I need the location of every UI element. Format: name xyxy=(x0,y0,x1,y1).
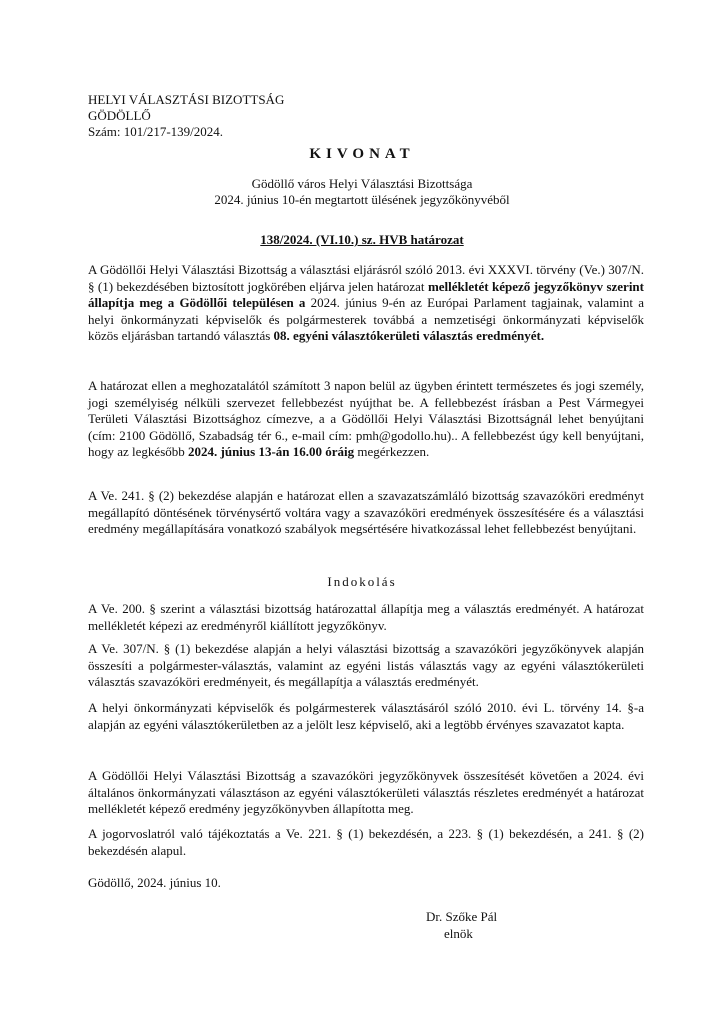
resolution-text-1: A Gödöllői Helyi Választási Bizottság a választási eljárásról szóló 2013. évi XXXVI. törvény (Ve.) 307/N. § (1) bekezdésében biztosított jogkörében eljárva jelen határozat xyxy=(88,262,644,294)
resolution-paragraph xyxy=(88,262,644,345)
appeal-text-3: megérkezzen. xyxy=(354,444,430,460)
signature-block xyxy=(426,908,497,942)
reasoning-paragraph-3: A helyi önkormányzati képviselők és polgármesterek választásáról szóló 2010. évi L. törvény 14. §-a alapján az egyéni választókerületben az a jelölt lesz képviselő, aki a legtöbb érvényes szavazatot kapta. xyxy=(88,700,644,732)
subtitle-line-1: Gödöllő város Helyi Választási Bizottsága xyxy=(251,176,473,191)
resolution-bold-1: mellékletét képező jegyzőkönyv szerint állapítja meg a Gödöllői településen a xyxy=(88,278,644,311)
document-title: KIVONAT xyxy=(309,146,415,162)
reasoning-title: Indokolás xyxy=(327,574,397,589)
issuer-name: HELYI VÁLASZTÁSI BIZOTTSÁG xyxy=(88,92,285,107)
appeal-deadline: 2024. június 13-án 16.00 óráig xyxy=(188,444,355,460)
signatory-role: elnök xyxy=(444,926,473,941)
document-number: Szám: 101/217-139/2024. xyxy=(88,124,224,139)
appeal-text-1: A határozat ellen a meghozatalától számított 3 napon belül az ügyben érintett természetes és jogi személy, jogi személyiség nélküli szervezet fellebbezést nyújthat be. A fellebbezést írásban a Pest Vármegyei Területi Választási Bizottsághoz címezve, a a Gödöllői Helyi Választási Bizottságnál lehet benyújtani (cím: 2100 Gödöllő, Szabadság tér 6., e-mail cím: xyxy=(88,378,644,443)
appeal-grounds-paragraph: A Ve. 241. § (2) bekezdése alapján e határozat ellen a szavazatszámláló bizottság szavazóköri eredményt megállapító döntésének törvénysértő voltára vagy a szavazóköri eredmények összesítésére és a választási eredmény megállapítására vonatkozó szabályok megsértésére hivatkozással lehet fellebbezést benyújtani. xyxy=(88,488,644,537)
subtitle-line-2: 2024. június 10-én megtartott ülésének jegyzőkönyvéből xyxy=(214,192,510,207)
reasoning-paragraph-1: A Ve. 200. § szerint a választási bizottság határozattal állapítja meg a választás eredményét. A határozat mellékletét képezi az eredményről kiállított jegyzőkönyv. xyxy=(88,601,644,633)
resolution-text-2: 2024. június 9-én az Európai Parlament tagjainak, valamint a helyi önkormányzati képviselők és polgármesterek továbbá a nemzetiségi önkormányzati képviselők közös eljárásban tartandó választás xyxy=(88,295,644,344)
legal-basis-paragraph: A jogorvoslatról való tájékoztatás a Ve. 221. § (1) bekezdésén, a 223. § (1) bekezdésén, a 241. § (2) bekezdésén alapul. xyxy=(88,826,644,858)
issuer-header xyxy=(88,92,284,140)
document-date: Gödöllő, 2024. június 10. xyxy=(88,875,221,890)
resolution-bold-2: 08. egyéni választókerületi választás eredményét. xyxy=(273,328,545,344)
issuer-city: GÖDÖLLŐ xyxy=(88,108,151,123)
appeal-paragraph xyxy=(88,378,644,461)
appeal-text-2: ).. A fellebbezést úgy kell benyújtani, hogy az legkésőbb xyxy=(88,427,644,460)
signatory-name: Dr. Szőke Pál xyxy=(426,909,498,924)
resolution-title: 138/2024. (VI.10.) sz. HVB határozat xyxy=(260,232,464,247)
reasoning-paragraph-2: A Ve. 307/N. § (1) bekezdése alapján a helyi választási bizottság a szavazóköri jegyzőkönyvek alapján összesíti a polgármester-választás, valamint az egyéni listás választás vagy az egyéni választókerületi választás szavazóköri eredményeit, és megállapítja a választás eredményét. xyxy=(88,641,644,690)
document-subtitle xyxy=(0,176,724,208)
appeal-email: pmh@godollo.hu xyxy=(355,427,447,443)
reasoning-paragraph-4: A Gödöllői Helyi Választási Bizottság a szavazóköri jegyzőkönyvek összesítését követően a 2024. évi általános önkormányzati választáson az egyéni választókerületi választás részletes eredményét a határozat mellékletét képező eredmény jegyzőkönyvben állapította meg. xyxy=(88,768,644,817)
